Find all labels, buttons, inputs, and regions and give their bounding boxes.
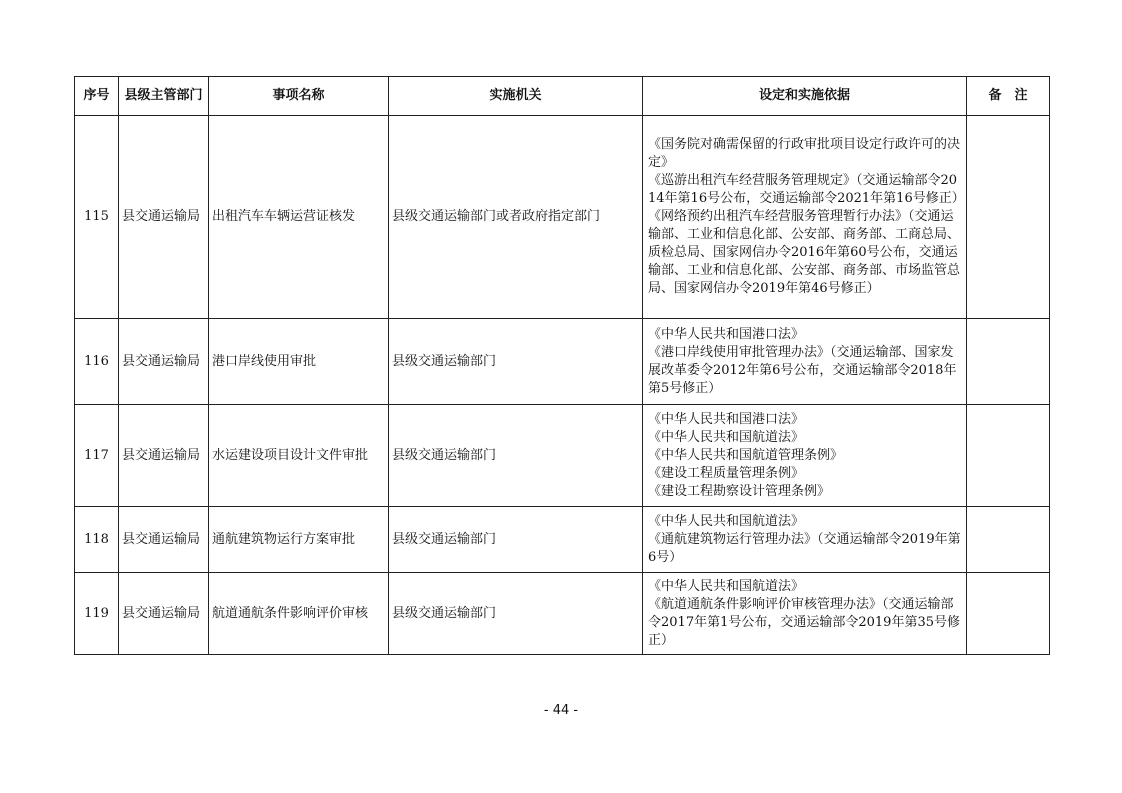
header-dept: 县级主管部门 — [119, 77, 209, 116]
cell-no: 118 — [75, 507, 119, 573]
cell-note — [967, 116, 1050, 319]
cell-item: 水运建设项目设计文件审批 — [209, 405, 389, 507]
cell-basis — [643, 507, 967, 573]
cell-no: 115 — [75, 116, 119, 319]
cell-note — [967, 405, 1050, 507]
basis-entry: 《航道通航条件影响评价审核管理办法》（交通运输部令2017年第1号公布，交通运输部令2019年第35号修正） — [648, 596, 960, 648]
table-row — [75, 405, 1050, 507]
cell-org: 县级交通运输部门或者政府指定部门 — [389, 116, 643, 319]
basis-entry: 《中华人民共和国航道法》 — [648, 578, 805, 594]
cell-note — [967, 573, 1050, 655]
header-basis: 设定和实施依据 — [643, 77, 967, 116]
basis-entry: 《建设工程质量管理条例》 — [648, 465, 805, 481]
cell-org: 县级交通运输部门 — [389, 507, 643, 573]
cell-item: 通航建筑物运行方案审批 — [209, 507, 389, 573]
table-row — [75, 573, 1050, 655]
basis-entry: 《中华人民共和国航道法》 — [648, 513, 805, 529]
cell-org: 县级交通运输部门 — [389, 405, 643, 507]
header-no: 序号 — [75, 77, 119, 116]
cell-note — [967, 319, 1050, 405]
cell-dept: 县交通运输局 — [119, 573, 209, 655]
header-org: 实施机关 — [389, 77, 643, 116]
cell-dept: 县交通运输局 — [119, 319, 209, 405]
basis-entry: 《国务院对确需保留的行政审批项目设定行政许可的决定》 — [648, 137, 961, 170]
approval-items-table — [74, 76, 1050, 655]
table-body — [75, 116, 1050, 655]
cell-org: 县级交通运输部门 — [389, 319, 643, 405]
page-number: - 44 - — [543, 703, 579, 718]
cell-no: 116 — [75, 319, 119, 405]
table-header-row — [75, 77, 1050, 116]
cell-no: 117 — [75, 405, 119, 507]
cell-item: 航道通航条件影响评价审核 — [209, 573, 389, 655]
basis-entry: 《中华人民共和国港口法》 — [648, 411, 805, 427]
basis-entry: 《巡游出租汽车经营服务管理规定》（交通运输部令2014年第16号公布，交通运输部令2021年第16号修正） — [648, 173, 965, 206]
basis-entry: 《中华人民共和国航道管理条例》 — [648, 447, 844, 463]
basis-entry: 《港口岸线使用审批管理办法》（交通运输部、国家发展改革委令2012年第6号公布，交通运输部令2018年第5号修正） — [648, 344, 957, 396]
cell-no: 119 — [75, 573, 119, 655]
cell-item: 出租汽车车辆运营证核发 — [209, 116, 389, 319]
table-row — [75, 507, 1050, 573]
basis-entry: 《建设工程勘察设计管理条例》 — [648, 483, 831, 499]
cell-org: 县级交通运输部门 — [389, 573, 643, 655]
cell-note — [967, 507, 1050, 573]
header-note: 备 注 — [967, 77, 1050, 116]
cell-dept: 县交通运输局 — [119, 116, 209, 319]
cell-dept: 县交通运输局 — [119, 405, 209, 507]
header-item: 事项名称 — [209, 77, 389, 116]
basis-entry: 《中华人民共和国航道法》 — [648, 429, 805, 445]
cell-dept: 县交通运输局 — [119, 507, 209, 573]
cell-basis — [643, 405, 967, 507]
cell-basis — [643, 116, 967, 319]
table-row — [75, 319, 1050, 405]
basis-entry: 《中华人民共和国港口法》 — [648, 326, 805, 342]
table-row — [75, 116, 1050, 319]
basis-entry: 《网络预约出租汽车经营服务管理暂行办法》（交通运输部、工业和信息化部、公安部、商务部、工商总局、质检总局、国家网信办令2016年第60号公布，交通运输部、工业和信息化部、公安部、商务部、市场监管总局、国家网信办令2019年第46号修正） — [648, 209, 961, 296]
cell-item: 港口岸线使用审批 — [209, 319, 389, 405]
cell-basis — [643, 573, 967, 655]
basis-entry: 《通航建筑物运行管理办法》（交通运输部令2019年第6号） — [648, 531, 961, 565]
cell-basis — [643, 319, 967, 405]
